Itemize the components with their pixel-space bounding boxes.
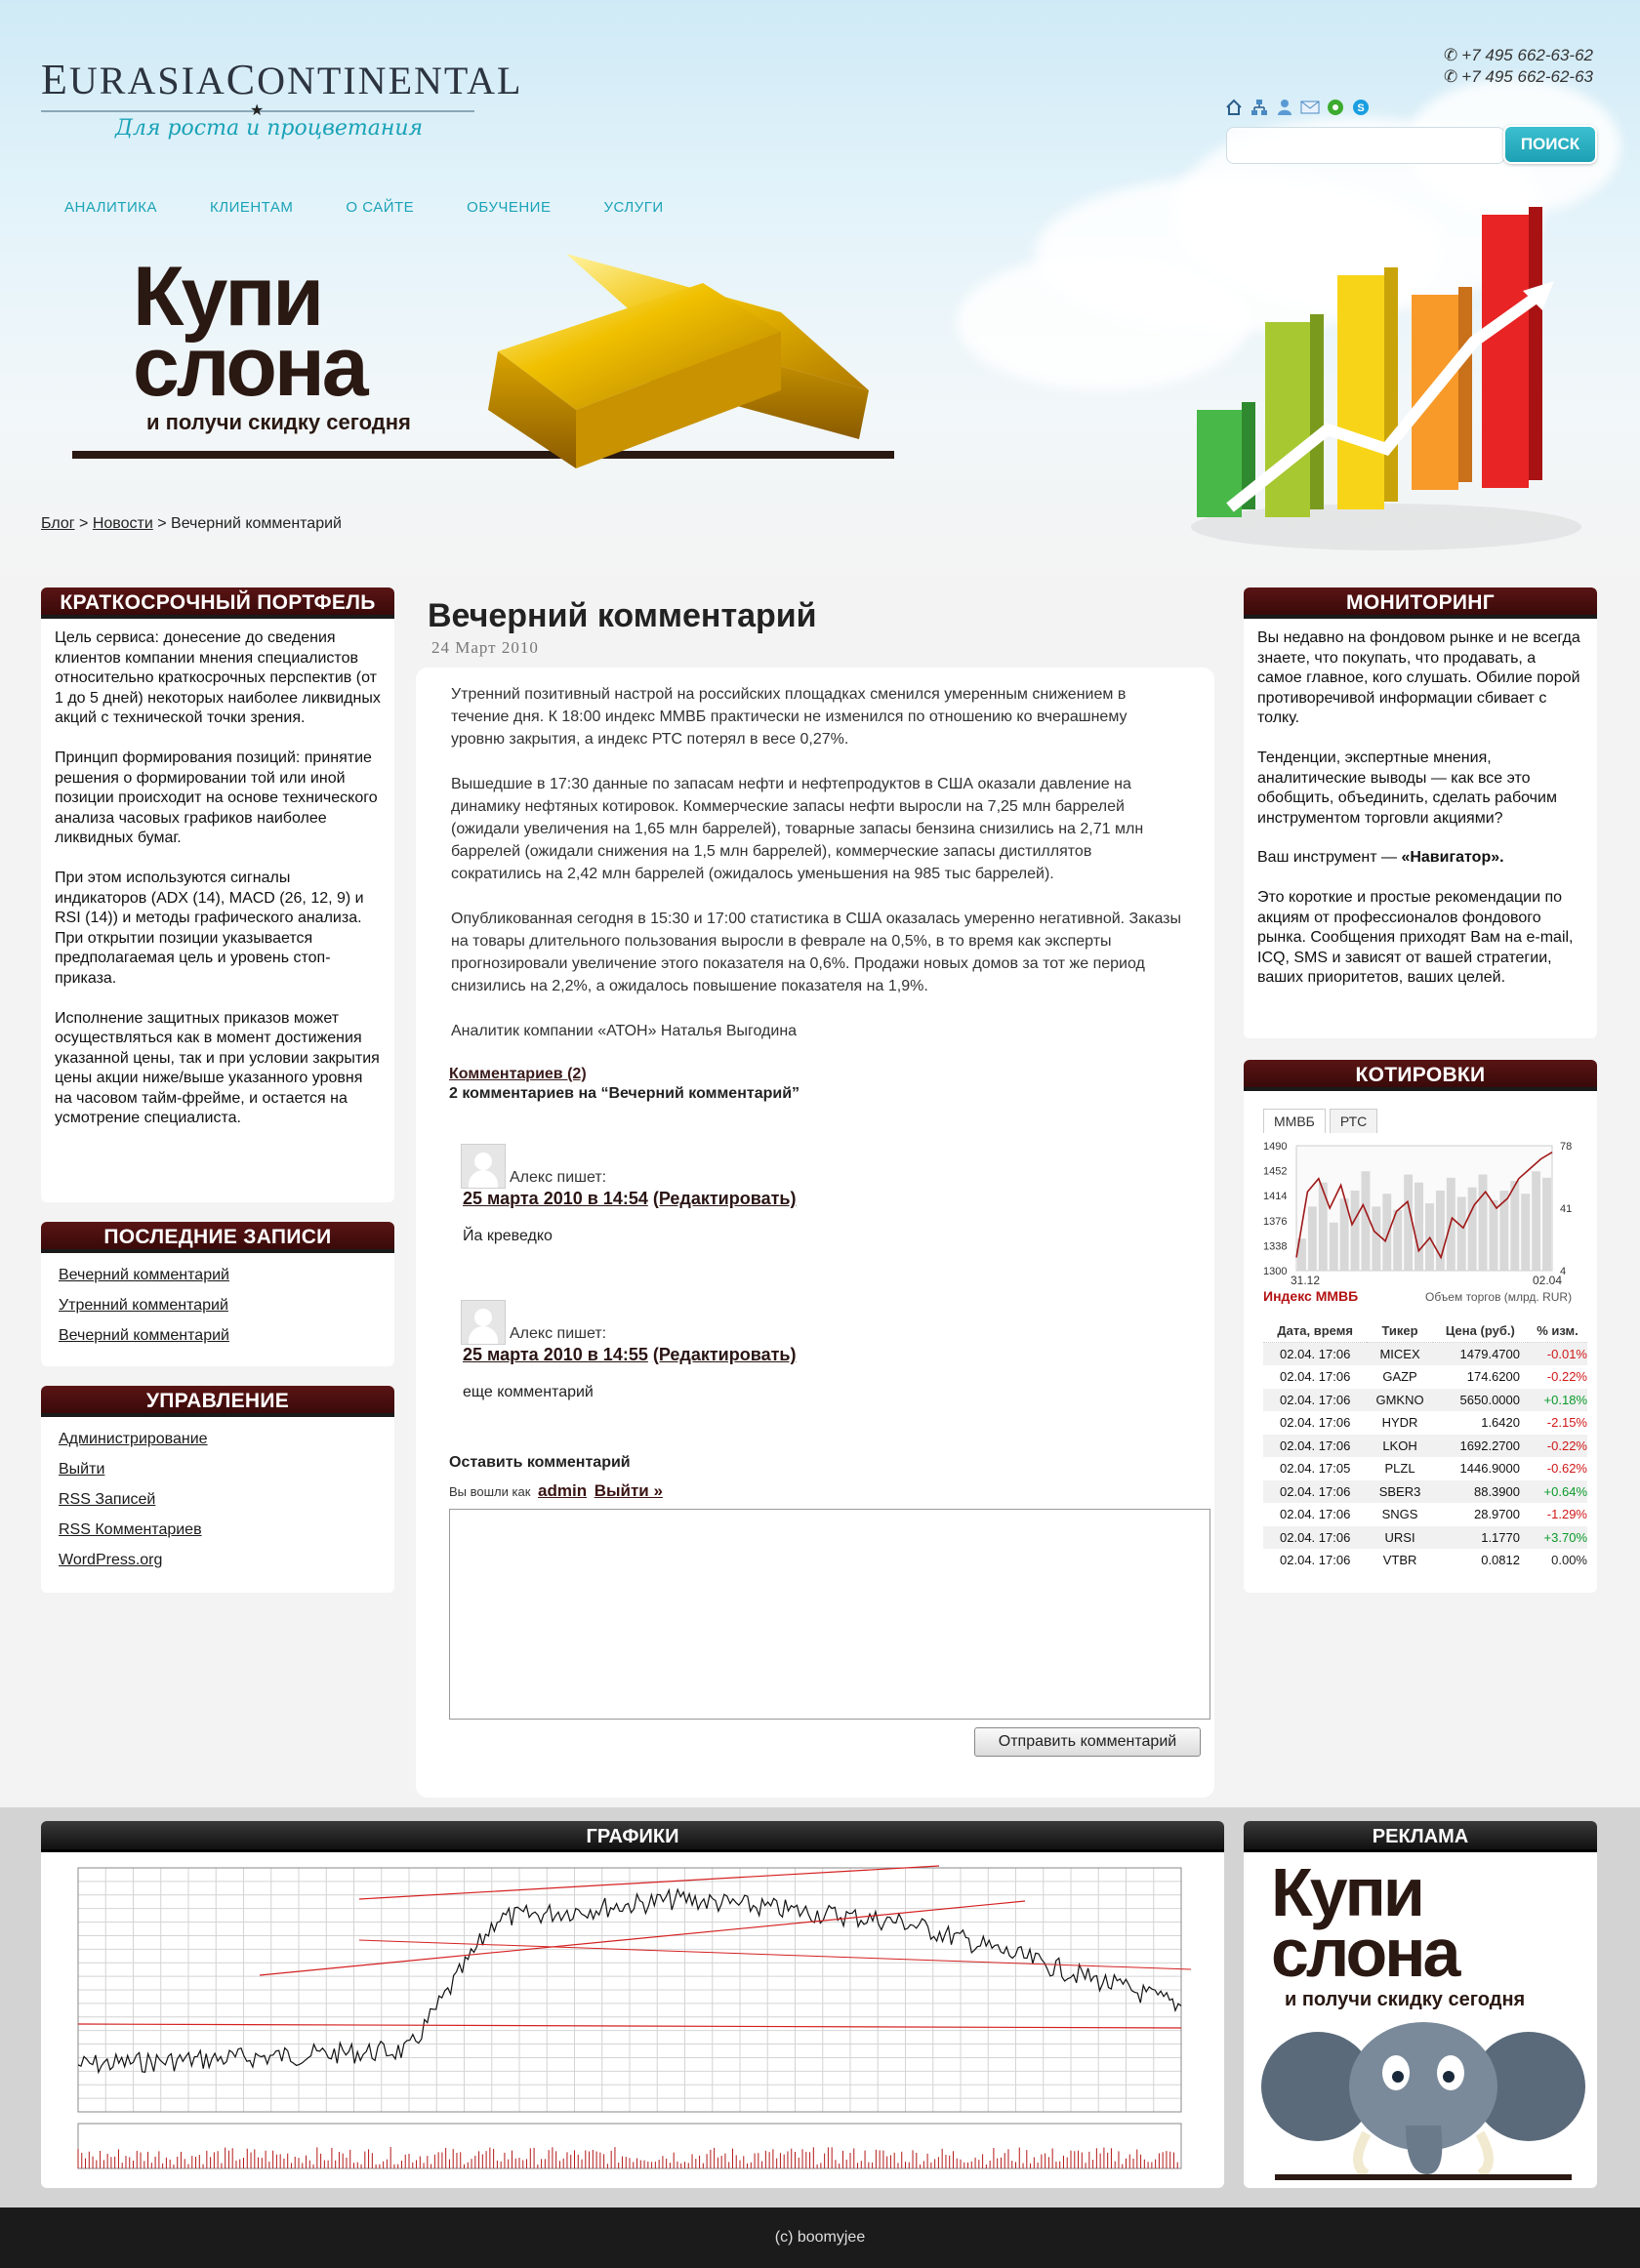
comments-count: 2 комментариев на “Вечерний комментарий” — [449, 1085, 800, 1102]
volume-bar — [1542, 1178, 1551, 1271]
list-item — [59, 1491, 377, 1509]
portfolio-paragraph: Исполнение защитных приказов может осуществляться как в момент достижения указанной цены, так и при условии закрытия цены акции ниже/выше указанного уровня на часовом тайм-фрейме, и остается на усмотрение специалиста. — [55, 1009, 380, 1127]
quote-time-cell: 02.04. 17:06 — [1263, 1526, 1367, 1550]
breadcrumb — [41, 515, 342, 533]
monitoring-body — [1244, 619, 1597, 998]
logo-title: EURASIACONTINENTAL — [41, 56, 523, 103]
y-tick-label: 1300 — [1263, 1266, 1288, 1277]
home-icon[interactable] — [1224, 98, 1244, 117]
rss-posts-link[interactable]: RSS Записей — [59, 1491, 156, 1508]
monitoring-paragraph: Ваш инструмент — «Навигатор». — [1257, 849, 1504, 867]
comment-text: Йа креведко — [463, 1228, 553, 1244]
quote-ticker-cell: SBER3 — [1367, 1480, 1432, 1504]
manage-list — [41, 1417, 394, 1592]
promo-line-2: слона — [133, 320, 366, 414]
logout-link[interactable]: Выйти — [59, 1461, 105, 1478]
quote-price-cell: 0.0812 — [1481, 1553, 1520, 1568]
portfolio-paragraph: Цель сервиса: донесение до сведения клиентов компании мнения специалистов относительно краткосрочных перспектив (от 1 до 5 дней) некоторых наиболее ликвидных акций с технической точки зрения. — [55, 629, 381, 727]
ad-line-2: слона — [1271, 1915, 1458, 1991]
volume-bar — [1521, 1194, 1530, 1271]
quotes-table — [1263, 1321, 1587, 1572]
toolbar-icons — [1224, 98, 1371, 117]
quotes-title: КОТИРОВКИ — [1244, 1060, 1597, 1091]
user-icon[interactable] — [1275, 98, 1294, 117]
comment-author: Алекс пишет: — [510, 1169, 607, 1186]
phone-icon: ✆ — [1444, 46, 1458, 64]
skype-icon[interactable] — [1351, 98, 1371, 117]
comment-date-link[interactable]: 25 марта 2010 в 14:54 — [463, 1189, 648, 1208]
promo-line-1: Купи — [133, 250, 322, 344]
phone-line: ✆ +7 495 662-63-62 — [1444, 46, 1593, 64]
breadcrumb-separator: > — [79, 515, 89, 532]
list-item — [59, 1431, 377, 1448]
table-row — [1263, 1411, 1587, 1435]
table-row — [1263, 1365, 1587, 1389]
volume-bar — [1414, 1183, 1423, 1271]
quote-price-cell: 88.3900 — [1433, 1480, 1528, 1504]
monitoring-box — [1244, 587, 1597, 1038]
post-title: Вечерний комментарий — [428, 597, 817, 634]
ad-line-1: Купи — [1271, 1854, 1422, 1930]
charts-title: ГРАФИКИ — [41, 1821, 1224, 1852]
comment-date-link[interactable]: 25 марта 2010 в 14:55 — [463, 1345, 648, 1364]
nav-item-about[interactable]: О САЙТЕ — [346, 199, 415, 216]
search-input[interactable] — [1226, 127, 1505, 164]
table-row — [1263, 1480, 1587, 1504]
table-row — [1263, 1435, 1587, 1458]
list-item — [59, 1327, 377, 1345]
x-tick-label: 31.12 — [1291, 1274, 1321, 1287]
volume-bar — [1393, 1210, 1402, 1271]
breadcrumb-link-blog[interactable]: Блог — [41, 515, 75, 532]
volume-bar — [1362, 1171, 1371, 1271]
recent-post-link[interactable]: Утренний комментарий — [59, 1297, 228, 1314]
nav-item-services[interactable]: УСЛУГИ — [603, 199, 664, 216]
manage-title: УПРАВЛЕНИЕ — [41, 1386, 394, 1417]
recent-posts-box — [41, 1222, 394, 1366]
logo-divider — [41, 102, 474, 119]
charts-box — [41, 1821, 1224, 2188]
monitoring-paragraph: Это короткие и простые рекомендации по акциям от профессионалов фондового рынка. Сообщения приходят Вам на e-mail, ICQ, SMS и зависят от вашей стратегии, ваших приоритетов, ваших целей. — [1257, 888, 1574, 987]
list-item — [59, 1521, 377, 1539]
volume-bar — [1372, 1206, 1380, 1271]
y-tick-label: 1338 — [1263, 1240, 1288, 1253]
ad-subtitle: и получи скидку сегодня — [1285, 1989, 1526, 2010]
portfolio-paragraph: Принцип формирования позиций: принятие решения о формировании той или иной позиции происходит на основе технического анализа часовых графиков наиболее ликвидных бумаг. — [55, 749, 378, 847]
rss-comments-link[interactable]: RSS Комментариев — [59, 1521, 202, 1538]
quote-time-cell: 02.04. 17:06 — [1280, 1553, 1351, 1568]
comment-textarea[interactable] — [449, 1509, 1210, 1720]
logo[interactable] — [41, 55, 523, 141]
quote-change-cell: -0.62% — [1546, 1461, 1587, 1477]
quote-change-cell: +3.70% — [1528, 1526, 1587, 1550]
volume-bar — [1330, 1223, 1338, 1271]
comment-meta — [463, 1189, 796, 1209]
list-item — [59, 1297, 377, 1315]
post-content — [451, 683, 1183, 1065]
recent-post-link[interactable]: Вечерний комментарий — [59, 1267, 229, 1283]
promo-banner[interactable] — [133, 250, 411, 435]
table-header-row — [1263, 1321, 1587, 1343]
quote-time-cell: 02.04. 17:06 — [1263, 1343, 1367, 1366]
volume-bar — [1404, 1175, 1413, 1271]
quote-price-cell: 1479.4700 — [1433, 1343, 1528, 1366]
volume-bar — [1490, 1200, 1498, 1271]
volume-bar — [1436, 1191, 1445, 1271]
volume-label: Объем торгов (млрд. RUR) — [1425, 1290, 1573, 1304]
volume-bar — [1510, 1181, 1519, 1271]
quote-change-cell: -0.22% — [1546, 1369, 1587, 1385]
volume-bar — [1319, 1183, 1328, 1271]
leave-comment-title: Оставить комментарий — [449, 1454, 631, 1471]
table-row — [1263, 1503, 1587, 1526]
wordpress-link[interactable]: WordPress.org — [59, 1552, 163, 1568]
star-icon: ★ — [250, 102, 265, 119]
list-item — [59, 1267, 377, 1284]
nav-item-analytics[interactable]: АНАЛИТИКА — [64, 199, 157, 216]
quote-time-cell: 02.04. 17:06 — [1263, 1435, 1367, 1458]
quote-price-cell: 1.1770 — [1433, 1526, 1528, 1550]
quote-ticker-cell: MICEX — [1367, 1343, 1432, 1366]
volume-bar — [1308, 1206, 1317, 1271]
monitoring-paragraph: Вы недавно на фондовом рынке и не всегда знаете, что покупать, что продавать, а самое главное, кого слушать. Обилие порой противоречивой информации сбивает с толку. — [1257, 629, 1580, 727]
quote-time-cell: 02.04. 17:06 — [1280, 1369, 1351, 1385]
nav-item-clients[interactable]: КЛИЕНТАМ — [209, 199, 294, 216]
list-item — [59, 1552, 377, 1569]
y2-tick-label: 41 — [1560, 1203, 1573, 1215]
recent-posts-list — [41, 1253, 394, 1367]
quote-ticker-cell: HYDR — [1381, 1415, 1418, 1431]
comment-item — [461, 1144, 1144, 1261]
header — [0, 0, 1640, 586]
search-button[interactable]: ПОИСК — [1503, 125, 1597, 164]
quote-price-cell: 28.9700 — [1473, 1507, 1520, 1522]
y2-tick-label: 4 — [1560, 1266, 1567, 1277]
quote-change-cell: +0.18% — [1528, 1389, 1587, 1412]
portfolio-body — [41, 619, 394, 1139]
quote-ticker-cell: PLZL — [1384, 1461, 1415, 1477]
volume-bar — [1499, 1191, 1508, 1271]
mail-icon[interactable] — [1300, 98, 1320, 117]
comments-link[interactable]: Комментариев (2) — [449, 1066, 587, 1082]
post-paragraph: Утренний позитивный настрой на российских площадках сменился умеренным снижением в течение дня. К 18:00 индекс ММВБ практически не изменился по отношению ко вчерашнему уровню закрытия, а индекс РТС потерял в весе 0,27%. — [451, 686, 1128, 748]
post-author-line: Аналитик компании «АТОН» Наталья Выгодина — [451, 1023, 798, 1039]
monitoring-paragraph: Тенденции, экспертные мнения, аналитические выводы — как все это обобщить, объединить, сделать рабочим инструментом торговли акциями? — [1257, 749, 1557, 827]
quote-change-cell: -0.22% — [1528, 1435, 1587, 1458]
breadcrumb-current: Вечерний комментарий — [171, 515, 342, 532]
comment-author: Алекс пишет: — [510, 1325, 607, 1342]
quote-price-cell: 1446.9000 — [1459, 1461, 1520, 1477]
breadcrumb-link-news[interactable]: Новости — [92, 515, 153, 532]
y-tick-label: 1490 — [1263, 1141, 1288, 1153]
column-header: Цена (руб.) — [1433, 1321, 1528, 1343]
promo-subtitle: и получи скидку сегодня — [146, 410, 411, 434]
volume-bar — [1351, 1191, 1360, 1271]
tab-rts[interactable]: РТС — [1330, 1109, 1377, 1133]
manage-box — [41, 1386, 394, 1593]
index-label: Индекс ММВБ — [1263, 1288, 1359, 1304]
quote-ticker-cell: GMKNO — [1367, 1389, 1432, 1412]
comment-text: еще комментарий — [463, 1384, 594, 1400]
quote-change-cell: -2.15% — [1546, 1415, 1587, 1431]
quote-change-cell: -1.29% — [1546, 1507, 1587, 1522]
recent-post-link[interactable]: Вечерний комментарий — [59, 1327, 229, 1344]
nav-item-education[interactable]: ОБУЧЕНИЕ — [467, 199, 552, 216]
icq-icon[interactable] — [1326, 98, 1345, 117]
ad-title: РЕКЛАМА — [1244, 1821, 1597, 1852]
column-header: % изм. — [1528, 1321, 1587, 1343]
volume-bar — [1468, 1188, 1477, 1271]
quote-price-cell: 174.6200 — [1466, 1369, 1520, 1385]
comment-item — [461, 1300, 1144, 1417]
comment-meta — [463, 1345, 796, 1365]
index-chart — [1259, 1134, 1591, 1310]
quote-ticker-cell: LKOH — [1367, 1435, 1432, 1458]
table-row — [1263, 1457, 1587, 1480]
table-row — [1263, 1389, 1587, 1412]
quote-ticker-cell: URSI — [1367, 1526, 1432, 1550]
quotes-tabs — [1263, 1109, 1381, 1133]
post-paragraph: Опубликованная сегодня в 15:30 и 17:00 статистика в США оказалась умеренно негативной. Заказы на товары длительного пользования выросли в феврале на 0,5%, в то время как эксперты прогнозировали увеличение этого показателя на 0,6%. Продажи новых домов за тот же период снизились на 2,2%, а ожидалось повышение показателя на 1,9%. — [451, 911, 1182, 994]
volume-bar — [1457, 1197, 1466, 1271]
phone-numbers — [1444, 45, 1593, 88]
logo-slogan: Для роста и процветания — [115, 116, 424, 141]
svg-text:S: S — [1357, 102, 1365, 114]
gold-bars-illustration — [459, 244, 888, 517]
y2-tick-label: 78 — [1560, 1141, 1573, 1153]
footer: (c) boomyjee — [0, 2207, 1640, 2268]
comment-edit-link[interactable]: (Редактировать) — [652, 1345, 797, 1364]
quote-ticker-cell: VTBR — [1382, 1553, 1417, 1568]
portfolio-box — [41, 587, 394, 1202]
table-row — [1263, 1526, 1587, 1550]
quote-time-cell: 02.04. 17:06 — [1263, 1480, 1367, 1504]
sitemap-icon[interactable] — [1250, 98, 1269, 117]
big-price-chart — [49, 1860, 1216, 2178]
x-tick-label: 02.04 — [1533, 1274, 1563, 1287]
logged-in-status: Вы вошли как admin Выйти » — [449, 1481, 663, 1500]
list-item — [59, 1461, 377, 1478]
logout-link[interactable]: Выйти » — [594, 1481, 663, 1500]
breadcrumb-separator: > — [157, 515, 167, 532]
user-link[interactable]: admin — [538, 1481, 588, 1500]
quote-time-cell: 02.04. 17:06 — [1280, 1415, 1351, 1431]
ad-promo[interactable] — [1271, 1854, 1526, 2011]
comments-header — [449, 1066, 587, 1083]
main-nav — [64, 199, 664, 216]
avatar — [461, 1144, 506, 1189]
column-header: Дата, время — [1263, 1321, 1367, 1343]
volume-bar — [1532, 1171, 1540, 1271]
quote-change-cell: 0.00% — [1551, 1553, 1587, 1568]
table-row — [1263, 1549, 1587, 1572]
quote-ticker-cell: GAZP — [1382, 1369, 1417, 1385]
elephant-illustration — [1259, 2018, 1587, 2182]
post-paragraph: Вышедшие в 17:30 данные по запасам нефти и нефтепродуктов в США оказали давление на динамику нефтяных котировок. Коммерческие запасы нефти выросли на 7,25 млн баррелей (ожидали увеличения на 1,65 млн баррелей), товарные запасы бензина снизились на 2,71 млн баррелей (ожидали снижения на 1,5 млн баррелей), коммерческие запасы дистиллятов сократились на 2,42 млн баррелей (ожидалось уменьшения на 985 тыс баррелей). — [451, 776, 1144, 882]
y-tick-label: 1376 — [1263, 1215, 1288, 1228]
column-header: Тикер — [1367, 1321, 1432, 1343]
recent-posts-title: ПОСЛЕДНИЕ ЗАПИСИ — [41, 1222, 394, 1253]
phone-line: ✆ +7 495 662-62-63 — [1444, 67, 1593, 86]
phone-icon: ✆ — [1444, 67, 1458, 86]
y-tick-label: 1414 — [1263, 1191, 1288, 1203]
growth-chart-illustration — [1152, 195, 1591, 566]
quote-time-cell: 02.04. 17:05 — [1280, 1461, 1351, 1477]
quote-price-cell: 1.6420 — [1481, 1415, 1520, 1431]
avatar — [461, 1300, 506, 1345]
quote-change-cell: -0.01% — [1528, 1343, 1587, 1366]
monitoring-title: МОНИТОРИНГ — [1244, 587, 1597, 619]
quote-price-cell: 5650.0000 — [1433, 1389, 1528, 1412]
table-row — [1263, 1343, 1587, 1366]
quote-price-cell: 1692.2700 — [1433, 1435, 1528, 1458]
submit-comment-button[interactable]: Отправить комментарий — [974, 1727, 1201, 1757]
admin-link[interactable]: Администрирование — [59, 1431, 208, 1447]
comment-edit-link[interactable]: (Редактировать) — [652, 1189, 797, 1208]
post-date: 24 Март 2010 — [431, 638, 539, 657]
volume-bar — [1382, 1194, 1391, 1271]
volume-bar — [1479, 1175, 1488, 1271]
portfolio-title: КРАТКОСРОЧНЫЙ ПОРТФЕЛЬ — [41, 587, 394, 619]
quote-ticker-cell: SNGS — [1381, 1507, 1418, 1522]
quote-time-cell: 02.04. 17:06 — [1263, 1389, 1367, 1412]
portfolio-paragraph: При этом используются сигналы индикаторов (ADX (14), MACD (26, 12, 9) и RSI (14)) и методы графического анализа. При открытии позиции указывается предполагаемая цель и уровень стоп-приказа. — [55, 869, 364, 987]
y-tick-label: 1452 — [1263, 1165, 1288, 1178]
quote-time-cell: 02.04. 17:06 — [1280, 1507, 1351, 1522]
quote-change-cell: +0.64% — [1528, 1480, 1587, 1504]
tab-micex[interactable]: ММВБ — [1263, 1109, 1326, 1133]
